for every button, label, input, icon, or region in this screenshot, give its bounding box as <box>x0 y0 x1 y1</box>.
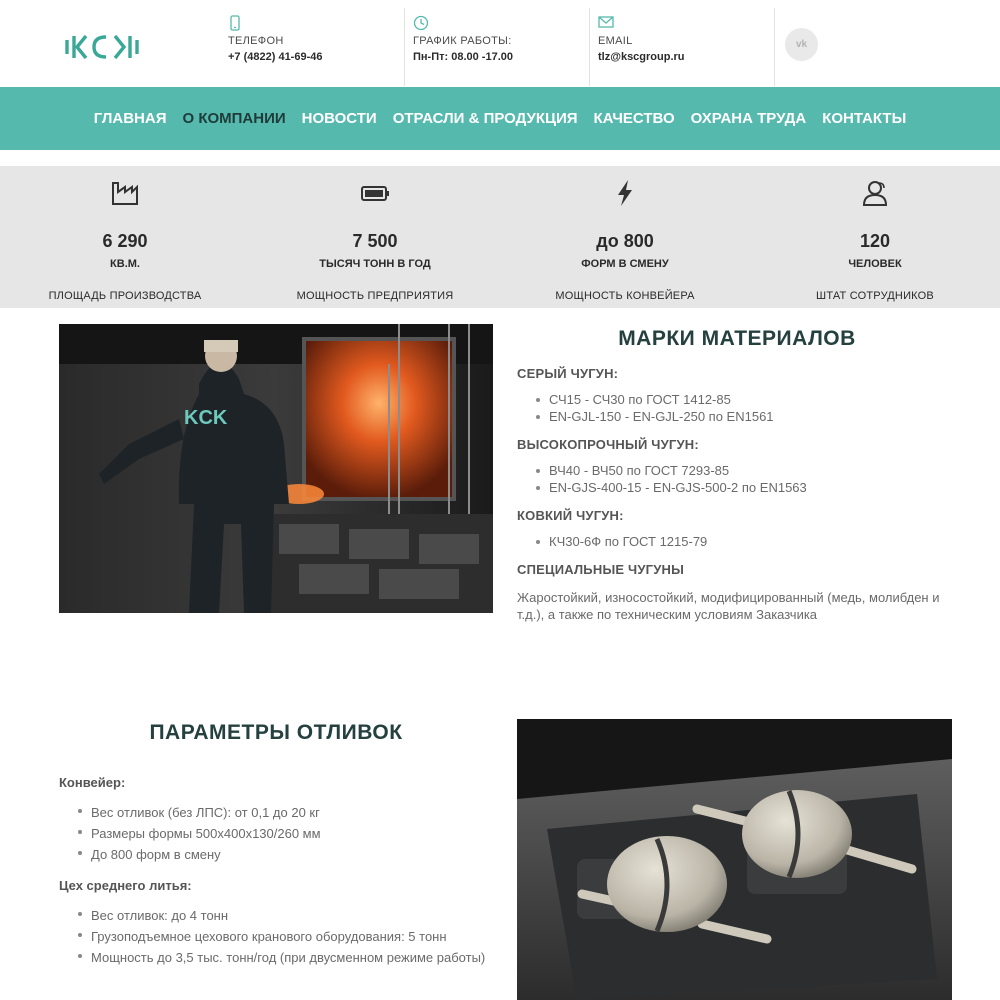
users-icon <box>860 178 890 208</box>
list-item: EN-GJS-400-15 - EN-GJS-500-2 по EN1563 <box>517 479 957 496</box>
contact-label: ГРАФИК РАБОТЫ: <box>413 35 512 47</box>
list-item: КЧ30-6Ф по ГОСТ 1215-79 <box>517 533 957 550</box>
material-group-heading: КОВКИЙ ЧУГУН: <box>517 508 624 523</box>
list-item: ВЧ40 - ВЧ50 по ГОСТ 7293-85 <box>517 462 957 479</box>
params-group-heading: Конвейер: <box>59 775 126 790</box>
company-logo[interactable] <box>64 33 148 61</box>
params-group-heading: Цех среднего литья: <box>59 878 192 893</box>
clock-icon <box>413 15 427 31</box>
lightning-icon <box>610 178 640 208</box>
material-list <box>517 391 957 425</box>
mail-icon <box>598 15 612 31</box>
materials-section <box>517 324 957 623</box>
section-title: ПАРАМЕТРЫ ОТЛИВОК <box>149 721 403 744</box>
list-item: Грузоподъемное цехового кранового оборудования: 5 тонн <box>59 926 493 947</box>
stat-unit: ФОРМ В СМЕНУ <box>581 258 669 270</box>
contact-label: ТЕЛЕФОН <box>228 35 284 47</box>
stat-unit: ТЫСЯЧ ТОНН В ГОД <box>319 258 431 270</box>
list-item: Мощность до 3,5 тыс. тонн/год (при двусменном режиме работы) <box>59 947 493 968</box>
list-item: До 800 форм в смену <box>59 844 493 865</box>
stat-capacity <box>255 166 495 308</box>
contact-hours <box>397 8 587 86</box>
stat-area <box>5 166 245 308</box>
stat-number: 120 <box>859 231 891 251</box>
nav-item-quality[interactable]: КАЧЕСТВО <box>593 110 675 127</box>
divider <box>774 8 775 86</box>
site-header <box>0 0 1000 87</box>
list-item: Размеры формы 500х400х130/260 мм <box>59 823 493 844</box>
phone-icon <box>228 15 242 31</box>
params-section <box>59 719 493 968</box>
material-list <box>517 533 957 550</box>
sand-mold-photo <box>517 719 952 1000</box>
list-item: Вес отливок: до 4 тонн <box>59 905 493 926</box>
battery-icon <box>360 178 390 208</box>
nav-item-news[interactable]: НОВОСТИ <box>301 110 377 127</box>
section-title: МАРКИ МАТЕРИАЛОВ <box>618 327 856 350</box>
vk-icon[interactable]: vk <box>785 28 818 61</box>
stat-unit: ЧЕЛОВЕК <box>848 258 902 270</box>
stat-caption: МОЩНОСТЬ КОНВЕЙЕРА <box>555 290 695 302</box>
list-item: СЧ15 - СЧ30 по ГОСТ 1412-85 <box>517 391 957 408</box>
contact-email <box>582 8 772 86</box>
stat-number: до 800 <box>596 231 654 251</box>
foundry-worker-photo <box>59 324 493 613</box>
special-description: Жаростойкий, износостойкий, модифицированный (медь, молибден и т.д.), а также по техническим условиям Заказчика <box>517 590 940 622</box>
stat-conveyor <box>505 166 745 308</box>
params-list <box>59 802 493 865</box>
svg-text:KCK: KCK <box>184 407 228 429</box>
nav-item-home[interactable]: ГЛАВНАЯ <box>93 110 167 127</box>
material-list <box>517 462 957 496</box>
stat-unit: КВ.М. <box>110 258 140 270</box>
nav-item-industries[interactable]: ОТРАСЛИ & ПРОДУКЦИЯ <box>392 110 578 127</box>
nav-item-contacts[interactable]: КОНТАКТЫ <box>822 110 907 127</box>
stats-band <box>0 166 1000 308</box>
params-list <box>59 905 493 968</box>
stat-number: 7 500 <box>352 231 398 251</box>
factory-icon <box>110 178 140 208</box>
material-group-heading: СЕРЫЙ ЧУГУН: <box>517 366 619 381</box>
stat-number: 6 290 <box>102 231 148 251</box>
phone-number[interactable]: +7 (4822) 41-69-46 <box>228 51 323 63</box>
stat-caption: МОЩНОСТЬ ПРЕДПРИЯТИЯ <box>296 290 454 302</box>
stat-staff <box>755 166 995 308</box>
nav-item-about[interactable]: О КОМПАНИИ <box>182 110 286 127</box>
main-nav <box>0 87 1000 150</box>
material-group-heading: СПЕЦИАЛЬНЫЕ ЧУГУНЫ <box>517 562 685 577</box>
material-group-heading: ВЫСОКОПРОЧНЫЙ ЧУГУН: <box>517 437 699 452</box>
stat-caption: ПЛОЩАДЬ ПРОИЗВОДСТВА <box>48 290 202 302</box>
contact-phone <box>212 8 402 86</box>
list-item: Вес отливок (без ЛПС): от 0,1 до 20 кг <box>59 802 493 823</box>
email-link[interactable]: tlz@kscgroup.ru <box>598 51 685 63</box>
list-item: EN-GJL-150 - EN-GJL-250 по EN1561 <box>517 408 957 425</box>
stat-caption: ШТАТ СОТРУДНИКОВ <box>816 290 934 302</box>
contact-label: EMAIL <box>598 35 633 47</box>
working-hours: Пн-Пт: 08.00 -17.00 <box>413 51 513 63</box>
nav-item-safety[interactable]: ОХРАНА ТРУДА <box>690 110 807 127</box>
